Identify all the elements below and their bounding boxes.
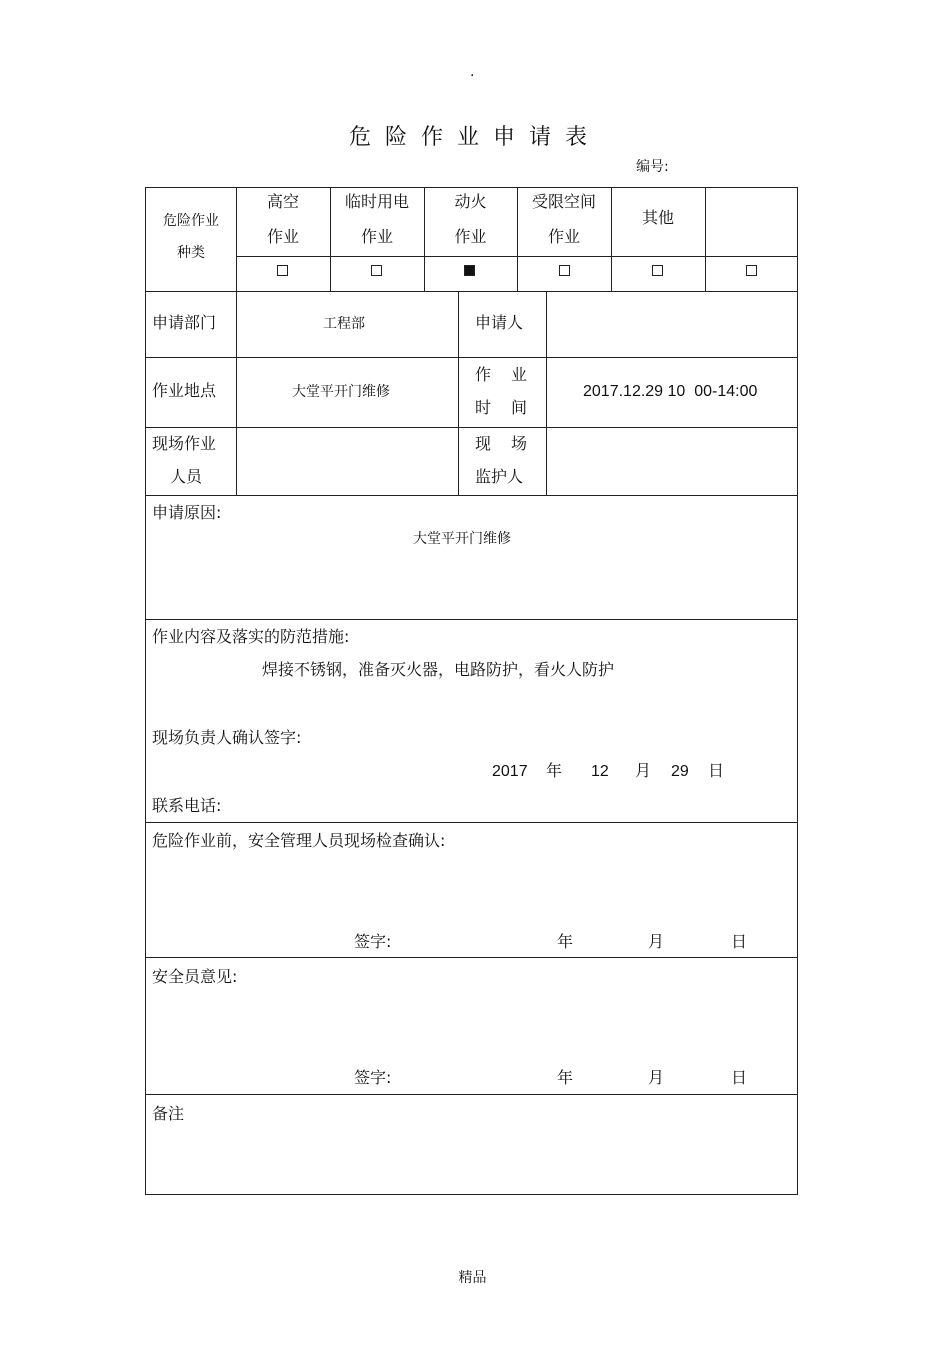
location-label: 作业地点 xyxy=(152,381,217,400)
precheck-year-unit: 年 xyxy=(557,932,574,951)
row-divider xyxy=(145,957,798,958)
remarks-label: 备注 xyxy=(152,1104,185,1123)
precheck-sign-label: 签字: xyxy=(354,932,392,951)
dept-value[interactable]: 工程部 xyxy=(323,316,365,332)
page-title: 危险作业申请表 xyxy=(348,125,601,150)
safety-month-unit: 月 xyxy=(648,1068,665,1087)
header-dot: · xyxy=(470,68,475,84)
precheck-month-unit: 月 xyxy=(648,932,665,951)
row-divider xyxy=(145,357,798,358)
time-label-char: 业 xyxy=(511,365,528,384)
reason-value[interactable]: 大堂平开门维修 xyxy=(413,531,511,547)
reason-label: 申请原因: xyxy=(152,503,222,522)
checkbox-hot-work[interactable] xyxy=(464,265,475,276)
type-temp-electric: 临时用电 xyxy=(344,192,409,211)
footer-text: 精品 xyxy=(458,1270,487,1286)
row-divider xyxy=(145,427,798,428)
safety-day-unit: 日 xyxy=(731,1068,748,1087)
type-confined-space-sub: 作业 xyxy=(547,227,580,246)
checkbox-confined-space[interactable] xyxy=(559,265,570,276)
time-label-char: 时 xyxy=(475,398,492,417)
type-col-divider xyxy=(611,187,612,291)
type-col-divider xyxy=(705,187,706,291)
form-table xyxy=(145,187,798,1195)
type-hot-work: 动火 xyxy=(454,192,487,211)
phone-label: 联系电话: xyxy=(152,796,222,815)
sign-label: 现场负责人确认签字: xyxy=(152,728,302,747)
time-value[interactable]: 2017.12.29 10 00-14:00 xyxy=(583,383,758,400)
type-high-altitude-sub: 作业 xyxy=(266,227,299,246)
applicant-label: 申请人 xyxy=(475,313,524,332)
type-high-altitude: 高空 xyxy=(266,192,299,211)
safety-label: 安全员意见: xyxy=(152,967,238,986)
precheck-label: 危险作业前，安全管理人员现场检查确认: xyxy=(152,831,446,850)
type-label: 危险作业 xyxy=(163,213,219,229)
supervisor-label-char: 场 xyxy=(511,434,528,453)
type-hot-work-sub: 作业 xyxy=(454,227,487,246)
workers-label: 现场作业 xyxy=(152,434,217,453)
type-other: 其他 xyxy=(641,208,674,227)
date-month[interactable]: 12 xyxy=(591,763,609,780)
location-value[interactable]: 大堂平开门维修 xyxy=(292,384,390,400)
safety-sign-label: 签字: xyxy=(354,1068,392,1087)
supervisor-label-char: 现 xyxy=(475,434,492,453)
time-label-char: 间 xyxy=(511,398,528,417)
checkbox-other[interactable] xyxy=(652,265,663,276)
date-day[interactable]: 29 xyxy=(671,763,689,780)
date-day-unit: 日 xyxy=(708,761,725,780)
type-row-divider xyxy=(236,256,798,257)
dept-label: 申请部门 xyxy=(152,313,217,332)
serial-number-label: 编号: xyxy=(636,159,669,175)
type-temp-electric-sub: 作业 xyxy=(360,227,393,246)
checkbox-high-altitude[interactable] xyxy=(277,265,288,276)
time-label-char: 作 xyxy=(475,365,492,384)
row-divider xyxy=(145,619,798,620)
mid-col-divider xyxy=(458,291,459,495)
checkbox-temp-electric[interactable] xyxy=(371,265,382,276)
safety-year-unit: 年 xyxy=(557,1068,574,1087)
precheck-day-unit: 日 xyxy=(731,932,748,951)
row-divider xyxy=(145,291,798,292)
measures-value[interactable]: 焊接不锈钢，准备灭火器，电路防护，看火人防护 xyxy=(262,660,615,679)
row-divider xyxy=(145,1094,798,1095)
date-month-unit: 月 xyxy=(635,761,652,780)
row-divider xyxy=(145,495,798,496)
checkbox-blank[interactable] xyxy=(746,265,757,276)
date-year-unit: 年 xyxy=(546,761,563,780)
type-confined-space: 受限空间 xyxy=(531,192,596,211)
date-year[interactable]: 2017 xyxy=(492,763,528,780)
workers-label: 人员 xyxy=(170,467,203,486)
measures-label: 作业内容及落实的防范措施: xyxy=(152,627,350,646)
supervisor-label: 监护人 xyxy=(475,467,524,486)
type-label: 种类 xyxy=(177,245,205,261)
row-divider xyxy=(145,822,798,823)
mid-col-divider xyxy=(546,291,547,495)
